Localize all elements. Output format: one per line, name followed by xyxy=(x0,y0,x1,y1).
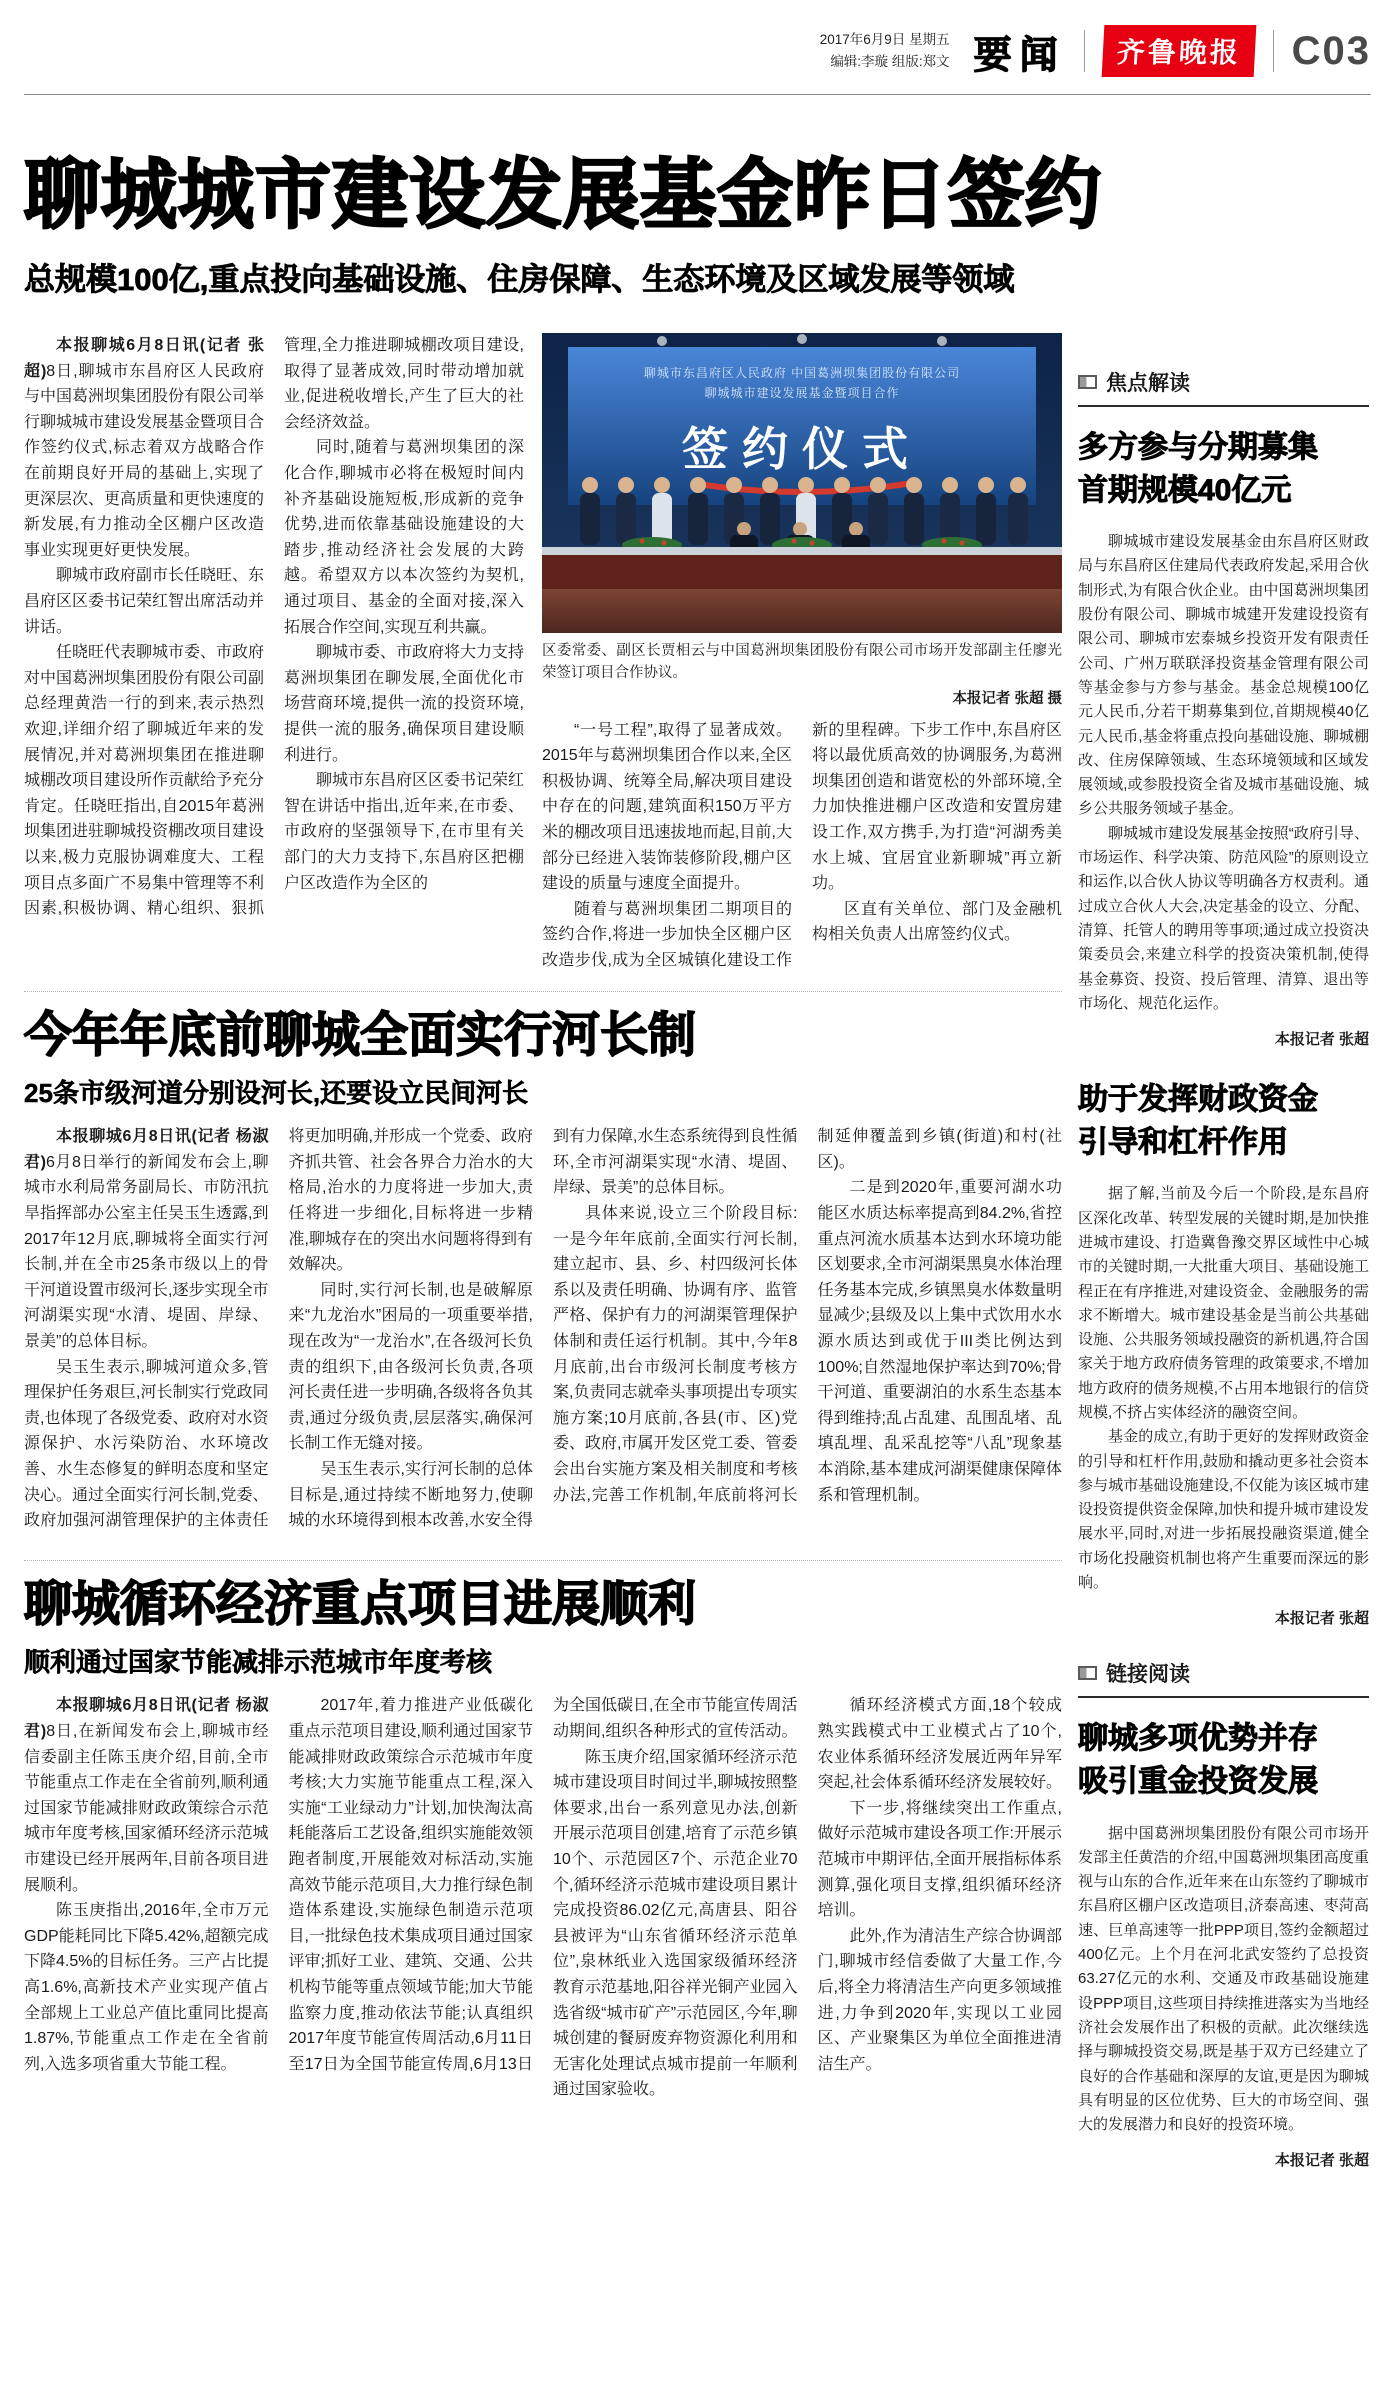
sidebar-article2-title xyxy=(1078,1079,1369,1164)
title-line: 首期规模40亿元 xyxy=(1078,473,1292,507)
photo-screen-title: 签约仪式 xyxy=(682,423,922,476)
article2-headline: 今年年底前聊城全面实行河长制 xyxy=(24,1009,697,1063)
paragraph: 据了解,当前及今后一个阶段,是东昌府区深化改革、转型发展的关键时期,是加快推进城市建设、打造冀鲁豫交界区域性中心城市的关键时期,一大批重大项目、基础设施工程正在有序推进,对建设资金、金融服务的需求不断增大。城市建设基金是当前公共基础设施、公共服务领域投融资的新机遇,符合国家关于地方政府债务管理的政策要求,不增加地方政府的债务规模,不占用本地银行的信贷规模,不挤占实体经济的融资空间。 xyxy=(1078,1185,1369,1421)
byline: 本报记者 张超 xyxy=(1274,1031,1369,1049)
paragraph: 同时,实行河长制,也是破解原来“九龙治水”困局的一项重要举措,现在改为“一龙治水”,在各级河长负责的组织下,由各级河长负责,各项河长责任进一步明确,各级将各负其责,通过分级负责,层层落实,确保河长制工作无缝对接。 xyxy=(288,1281,533,1453)
link-label xyxy=(1078,1658,1369,1698)
paragraph: 聊城市政府副市长任晓旺、东昌府区区委书记荣红智出席活动并讲话。 xyxy=(24,567,265,636)
title-line: 吸引重金投资发展 xyxy=(1078,1764,1318,1798)
link-label-text: 链接阅读 xyxy=(1106,1663,1190,1687)
dateline: 本报聊城6月8日讯(记者 杨淑君) xyxy=(24,1128,269,1171)
article3-headline: 聊城循环经济重点项目进展顺利 xyxy=(24,1578,697,1632)
article3-columns xyxy=(24,1693,1062,2393)
dateline: 本报聊城6月8日讯(记者 杨淑君) xyxy=(24,1697,269,1741)
section-title: 要闻 xyxy=(973,34,1066,77)
paragraph: 吴玉生表示,实行河长制的总体目标是,通过持续不断地努力,使聊城的水环境得到根本改善,水安全得到有力保障,水生态系统得到良性循环,全市河湖渠实现“水清、堤固、岸绿、景美”的总体目标。 xyxy=(288,1128,798,1530)
photo-banner-line1: 聊城市东昌府区人民政府 中国葛洲坝集团股份有限公司 xyxy=(643,366,961,381)
vertical-divider xyxy=(1273,30,1274,72)
paragraph xyxy=(24,333,264,563)
byline: 本报记者 张超 xyxy=(1274,1610,1369,1628)
masthead xyxy=(24,14,1371,88)
paragraph: “一号工程”,取得了显著成效。2015年与葛洲坝集团合作以来,全区积极协调、统筹全局,解决项目建设中存在的问题,建筑面积150万平方米的棚改项目迅速拔地而起,目前,大部分已经进入装饰装修阶段,棚户区建设的质量与速度全面提升。 xyxy=(542,721,792,893)
main-article-body xyxy=(24,333,1062,975)
sidebar xyxy=(1078,95,1369,2393)
paragraph: 聊城市东昌府区区委书记荣红智在讲话中指出,近年来,在市委、市政府的坚强领导下,在市里有关部门的大力支持下,东昌府区把棚户区改造作为全区的 xyxy=(284,772,525,892)
signing-ceremony-photo xyxy=(542,333,1062,633)
article2-columns xyxy=(24,1124,1062,1544)
paragraph: 2017年,着力推进产业低碳化重点示范项目建设,顺利通过国家节能减排财政政策综合示范城市年度考核;大力实施节能重点工程,深入实施“工业绿动力”计划,加快淘汰高耗能落后工艺设备,组织实施能效领跑者制度,开展能效对标活动,实施高效节能示范项目,大力推行绿色制造体系建设,实施绿色制造示范项目,一批绿色技术集成项目通过国家评审;抓好工业、建筑、交通、公共机构节能等重点领域节能;加大节能监察力度,推动依法节能;认真组织2017年度节能宣传周活动,6月11日至17日为全国节能宣传周,6月13日为全国低碳日,在全市节能宣传周活动期间,组织各种形式的宣传活动。 xyxy=(288,1697,798,2073)
article3-subhead: 顺利通过国家节能减排示范城市年度考核 xyxy=(24,1647,493,1678)
paragraph: 聊城市委、市政府将大力支持葛洲坝集团在聊发展,全面优化市场营商环境,提供一流的投资环境,提供一流的服务,确保项目建设顺利进行。 xyxy=(284,644,525,764)
photo-banner-line2: 聊城城市建设发展基金暨项目合作 xyxy=(704,386,900,401)
issue-date: 2017年6月9日 星期五 xyxy=(819,32,950,48)
paragraph: 区直有关单位、部门及金融机构相关负责人出席签约仪式。 xyxy=(812,900,1062,944)
main-column xyxy=(24,95,1102,2393)
byline: 本报记者 张超 xyxy=(1274,2152,1369,2170)
paragraph: 具体来说,设立三个阶段目标:一是今年年底前,全面实行河长制,建立起市、县、乡、村四级河长体系以及责任明确、协调有序、监管严格、保护有力的河湖渠管理保护体制和责任运行机制。其中,今年8月底前,出台市级河长制度考核方案,负责同志就牵头事项提出专项实施方案;10月底前,各县(市、区)党委、政府,市属开发区党工委、管委会出台实施方案及相关制度和考核办法,完善工作机制,年底前将河长制延伸覆盖到乡镇(街道)和村(社区)。 xyxy=(553,1128,1062,1504)
paragraph: 陈玉庚介绍,国家循环经济示范城市建设项目时间过半,聊城按照整体要求,出台一系列意见办法,创新开展示范项目创建,培育了示范乡镇10个、示范园区7个、示范企业70个,循环经济示范城市建设项目累计完成投资86.02亿元,高唐县、阳谷县被评为“山东省循环经济示范单位”,泉林纸业入选国家级循环经济教育示范基地,阳谷祥光铜产业园入选省级“城市矿产”示范园区,今年,聊城创建的餐厨废弃物资源化利用和无害化处理试点城市提前一年顺利通过国家验收。 xyxy=(553,1748,798,2099)
paragraph: 据中国葛洲坝集团股份有限公司市场开发部主任黄浩的介绍,中国葛洲坝集团高度重视与山东的合作,近年来在山东签约了聊城市东昌府区棚户区改造项目,济泰高速、枣菏高速、巨单高速等一批PPP项目,签约金额超过400亿元。上个月在河北武安签约了总投资63.27亿元的水利、交通及市政基础设施建设PPP项目,这些项目持续推进落实为当地经济社会发展作出了积极的贡献。此次继续选择与聊城投资交易,既是基于双方已经建立了良好的合作基础和深厚的友谊,更是因为聊城具有明显的区位优势、巨大的市场空间、强大的发展潜力和良好的投资环境。 xyxy=(1078,1824,1369,2134)
paragraph-text: 8日,在新闻发布会上,聊城市经信委副主任陈玉庚介绍,目前,全市节能重点工作走在全省前列,顺利通过国家节能减排财政政策综合示范城市年度考核,国家循环经济示范城市建设已经开展两年,目前各项目进展顺利。 xyxy=(24,1723,269,1894)
sidebar-focus-section xyxy=(1078,367,1369,1049)
newspaper-logo: 齐鲁晚报 xyxy=(1101,25,1256,77)
main-article-right-block xyxy=(542,333,1062,975)
page-content xyxy=(24,95,1371,2393)
paragraph: 此外,作为清洁生产综合协调部门,聊城市经信委做了大量工作,今后,将全力将清洁生产向更多领域推进,力争到2020年,实现以工业园区、产业聚集区为单位全面推进清洁生产。 xyxy=(817,1927,1062,2073)
dateline: 本报聊城6月8日讯(记者 张超) xyxy=(24,337,264,380)
paragraph: 下一步,将继续突出工作重点,做好示范城市建设各项工作:开展示范城市中期评估,全面开展指标体系测算,强化项目支撑,组织循环经济培训。 xyxy=(817,1799,1062,1920)
photo-canvas xyxy=(542,333,1062,633)
paragraph: 吴玉生表示,聊城河道众多,管理保护任务艰巨,河长制实行党政同责,也体现了各级党委、政府对水资源保护、水污染防治、水环境改善、水生态修复的鲜明态度和坚定决心。通过全面实行河长制,党委、政府加强河湖管理保护的主体责任将更加明确,并形成一个党委、政府齐抓共管、社会各界合力治水的大格局,治水的力度将进一步加大,责任将进一步细化,目标将进一步精准,聊城存在的突出水问题将得到有效解决。 xyxy=(24,1128,533,1530)
main-headline: 聊城城市建设发展基金昨日签约 xyxy=(24,153,1102,238)
photo-caption: 区委常委、副区长贾相云与中国葛洲坝集团股份有限公司市场开发部副主任廖光荣签订项目合作协议。 xyxy=(542,643,1062,681)
paragraph: 聊城城市建设发展基金由东昌府区财政局与东昌府区住建局代表政府发起,采用合伙制形式,为有限合伙企业。由中国葛洲坝集团股份有限公司、聊城市城建开发建设投资有限公司、聊城市宏泰城乡投资开发有限责任公司、广州万联联泽投资基金管理有限公司等基金参与方参与基金。基金总规模100亿元人民币,分若干期募集到位,首期规模40亿元人民币,基金将重点投向基础设施、聊城棚改、住房保障领域、生态环境领域和区域发展领域,或参股投资全省及城市基础设施、城乡公共服务领域子基金。 xyxy=(1078,533,1369,818)
circular-economy-article xyxy=(24,1560,1062,2393)
bookmark-icon xyxy=(1078,1666,1097,1680)
title-line: 多方参与分期募集 xyxy=(1078,431,1318,464)
main-article-right-columns xyxy=(542,718,1062,976)
paragraph: 陈玉庚指出,2016年,全市万元GDP能耗同比下降5.42%,超额完成下降4.5%的目标任务。三产占比提高1.6%,高新技术产业实现产值占全部规上工业总产值比重同比提高1.87%,节能重点工作走在全省前列,入选多项省重大节能工程。 xyxy=(24,1902,269,2073)
paragraph-text: 6月8日举行的新闻发布会上,聊城市水利局常务副局长、市防汛抗旱指挥部办公室主任吴玉生透露,到2017年12月底,聊城将全面实行河长制,并在全市25条市级以上的骨干河道设置市级河长,逐步实现全市河湖渠实现“水清、堤固、岸绿、景美”的总体目标。 xyxy=(24,1153,269,1351)
title-line: 引导和杠杆作用 xyxy=(1078,1125,1288,1159)
river-chief-article xyxy=(24,991,1062,1544)
paragraph: 同时,随着与葛洲坝集团的深化合作,聊城市必将在极短时间内补齐基础设施短板,形成新的竞争优势,进而依靠基础设施建设的大踏步,推动经济社会发展的大跨越。希望双方以本次签约为契机,通过项目、基金的全面对接,深入拓展合作空间,实现互利共赢。 xyxy=(284,439,524,636)
sidebar-leverage-section xyxy=(1078,1079,1369,1628)
page-number: C03 xyxy=(1291,28,1371,73)
paragraph: 任晓旺代表聊城市委、市政府对中国葛洲坝集团股份有限公司副总经理黄浩一行的到来,表示热烈欢迎,详细介绍了聊城近年来的发展情况,并对葛洲坝集团在推进聊城棚改项目建设所作贡献给予充分肯定。任晓旺指出,自2015年葛洲坝集团进驻聊城投资棚改项目建设以来,极力克服协调难度大、工程项目点多面广不易集中管理等不利因素,积极协调、精心组织、狠抓管理,全力推进聊城棚改项目建设,取得了显著成效,同时带动增加就业,促进税收增长,产生了巨大的社会经济效益。 xyxy=(24,337,524,918)
paragraph: 聊城城市建设发展基金按照“政府引导、市场运作、科学决策、防范风险”的原则设立和运作,以合伙人协议等明确各方权责利。通过成立合伙人大会,决定基金的设立、分配、清算、托管人的聘用等事项;通过成立投资决策委员会,来建立科学的投资决策机制,使得基金募资、投资、投后管理、清算、退出等市场化、规范化运作。 xyxy=(1078,824,1369,1012)
paragraph: 随着与葛洲坝集团二期项目的签约合作,将进一步加快全区棚户区改造步伐,成为全区城镇化建设工作新的里程碑。下步工作中,东昌府区将以最优质高效的协调服务,为葛洲坝集团创造和谐宽松的外部环境,全力加快推进棚户区改造和安置房建设工作,双方携手,为打造“河湖秀美水上城、宜居宜业新聊城”再立新功。 xyxy=(542,721,1062,969)
paragraph: 二是到2020年,重要河湖水功能区水质达标率提高到84.2%,省控重点河流水质基本达到水环境功能区划要求,全市河湖渠黑臭水体治理任务基本完成,乡镇黑臭水体数量明显减少;县级及以上集中式饮用水水源水质达到或优于III类比例达到100%;自然湿地保护率达到70%;骨干河道、重要湖泊的水系生态基本得到维持;乱占乱建、乱围乱堵、乱填乱埋、乱采乱挖等“八乱”现象基本消除,基本建成河湖渠健康保障体系和管理机制。 xyxy=(817,1179,1062,1504)
paragraph: 基金的成立,有助于更好的发挥财政资金的引导和杠杆作用,鼓励和撬动更多社会资本参与城市基础设施建设,不仅能为该区城市建设投资提供资金保障,加快和提升城市建设发展水平,同时,对进一步拓展投融资渠道,健全市场化投融资机制也将产生重要而深远的影响。 xyxy=(1078,1428,1369,1592)
paragraph xyxy=(24,1124,269,1354)
vertical-divider xyxy=(1084,30,1085,72)
masthead-meta xyxy=(820,29,950,72)
paragraph xyxy=(24,1693,269,1898)
editors-line: 编辑:李璇 组版:郑文 xyxy=(830,54,950,69)
title-line: 助于发挥财政资金 xyxy=(1078,1083,1318,1117)
bookmark-icon xyxy=(1078,375,1097,389)
sidebar-article3-title xyxy=(1078,1718,1369,1803)
title-line: 聊城多项优势并存 xyxy=(1078,1722,1318,1756)
photo-credit: 本报记者 张超 摄 xyxy=(952,690,1062,707)
main-article-left-columns xyxy=(24,333,524,975)
paragraph-text: 8日,聊城市东昌府区人民政府与中国葛洲坝集团股份有限公司举行聊城城市建设发展基金暨项目合作签约仪式,标志着双方战略合作在前期良好开局的基础上,实现了更深层次、更高质量和更快速度的新发展,有力推动全区棚户区改造事业实现更好更快发展。 xyxy=(24,362,265,559)
paragraph: 循环经济模式方面,18个较成熟实践模式中工业模式占了10个,农业体系循环经济发展近两年异军突起,社会体系循环经济发展较好。 xyxy=(817,1697,1062,1792)
focus-label xyxy=(1078,367,1369,407)
floor xyxy=(542,589,1062,633)
article2-subhead: 25条市级河道分别设河长,还要设立民间河长 xyxy=(24,1078,529,1109)
sidebar-article1-title xyxy=(1078,427,1369,512)
main-subhead: 总规模100亿,重点投向基础设施、住房保障、生态环境及区域发展等领域 xyxy=(24,262,1015,298)
focus-label-text: 焦点解读 xyxy=(1106,372,1190,395)
sidebar-link-section xyxy=(1078,1658,1369,2170)
